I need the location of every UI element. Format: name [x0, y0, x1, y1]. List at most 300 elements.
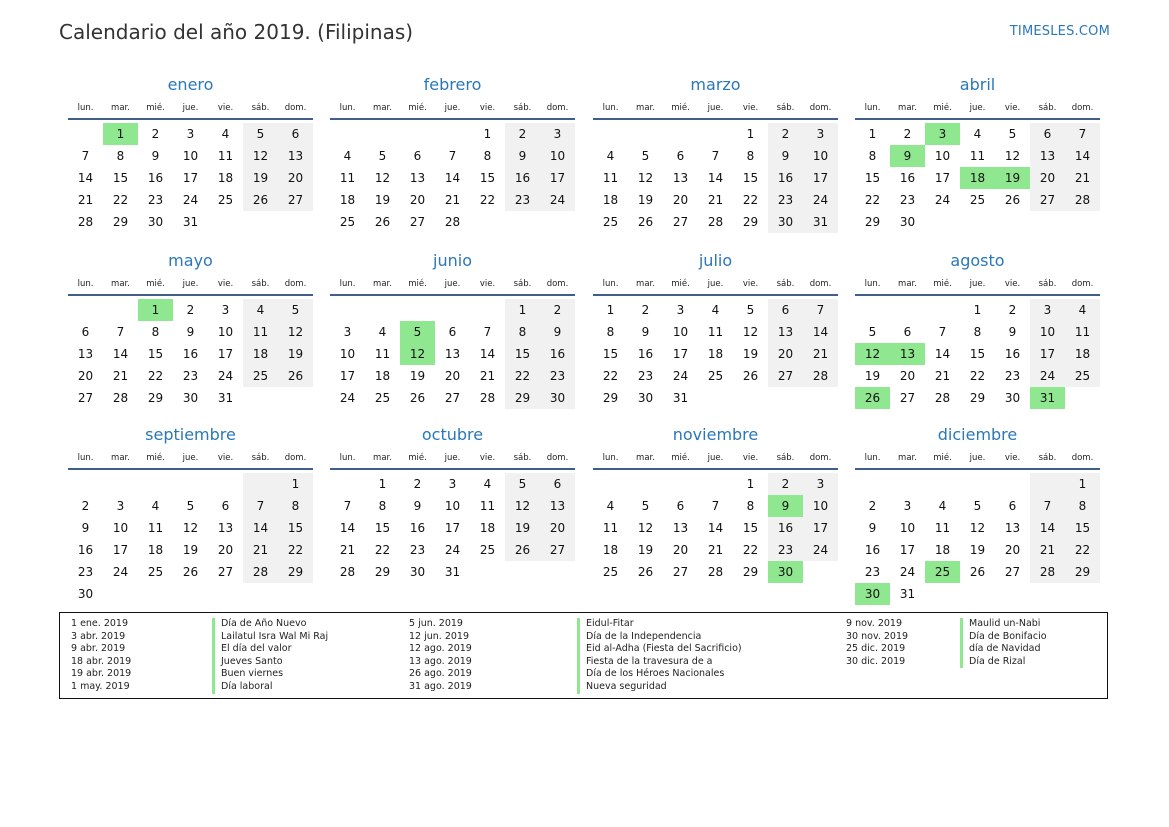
day-cell: 3 — [186, 127, 195, 141]
day-cell: 29 — [147, 391, 164, 405]
day-cell: 9 — [890, 145, 925, 167]
day-cell: 7 — [1065, 123, 1100, 145]
weekday-label: dom. — [809, 279, 832, 289]
day-cell: 4 — [1065, 299, 1100, 321]
day-cell: 23 — [768, 539, 803, 561]
day-cell: 21 — [707, 543, 724, 557]
day-cell: 31 — [1030, 387, 1065, 409]
day-cell: 21 — [112, 369, 129, 383]
day-cell: 20 — [768, 343, 803, 365]
empty-cell — [593, 473, 628, 495]
weekday-label: dom. — [546, 453, 569, 463]
weekday-label: vie. — [479, 453, 496, 463]
day-grid — [68, 473, 313, 605]
day-cell: 20 — [278, 167, 313, 189]
day-cell: 17 — [444, 521, 461, 535]
weekday-label: dom. — [1071, 279, 1094, 289]
day-cell: 22 — [112, 193, 129, 207]
weekday-label: dom. — [1071, 103, 1094, 113]
empty-cell — [628, 123, 663, 145]
day-cell: 15 — [147, 347, 164, 361]
day-cell: 28 — [112, 391, 129, 405]
weekday-label: mar. — [373, 453, 392, 463]
weekday-label: lun. — [77, 279, 94, 289]
legend-entry: Eidul-Fitar — [577, 618, 742, 631]
day-cell: 27 — [409, 215, 426, 229]
empty-cell — [925, 299, 960, 321]
empty-cell — [365, 123, 400, 145]
month-mayo — [68, 250, 313, 409]
legend-entry: 5 jun. 2019 — [409, 618, 463, 629]
day-cell: 20 — [444, 369, 461, 383]
month-octubre — [330, 424, 575, 583]
day-cell: 7 — [483, 325, 492, 339]
legend-entry: Día de los Héroes Nacionales — [577, 668, 742, 681]
day-cell: 3 — [1030, 299, 1065, 321]
day-cell: 2 — [1008, 303, 1017, 317]
month-junio — [330, 250, 575, 409]
day-cell: 24 — [934, 193, 951, 207]
day-cell: 4 — [343, 149, 352, 163]
weekday-label: mar. — [636, 453, 655, 463]
weekday-label: dom. — [284, 103, 307, 113]
day-cell: 19 — [637, 543, 654, 557]
empty-cell — [698, 473, 733, 495]
weekday-label: sáb. — [251, 279, 270, 289]
legend-entry: 18 abr. 2019 — [71, 655, 132, 667]
day-cell: 11 — [602, 521, 619, 535]
weekday-label: mar. — [111, 279, 130, 289]
day-cell: 30 — [77, 587, 94, 601]
legend-entry: 12 jun. 2019 — [409, 630, 470, 642]
day-cell: 10 — [1030, 321, 1065, 343]
day-cell: 7 — [711, 499, 720, 513]
empty-cell — [855, 299, 890, 321]
weekday-label: mié. — [408, 453, 427, 463]
weekday-label: sáb. — [776, 453, 795, 463]
day-cell: 9 — [868, 521, 877, 535]
day-cell: 9 — [641, 325, 650, 339]
empty-cell — [173, 583, 208, 605]
empty-cell — [1065, 211, 1100, 233]
weekday-header — [593, 448, 838, 468]
day-cell: 18 — [479, 521, 496, 535]
day-cell: 24 — [182, 193, 199, 207]
day-cell: 18 — [147, 543, 164, 557]
empty-cell — [103, 583, 138, 605]
empty-cell — [698, 123, 733, 145]
day-cell: 1 — [505, 299, 540, 321]
day-cell: 12 — [637, 521, 654, 535]
day-cell: 27 — [672, 565, 689, 579]
day-cell: 24 — [217, 369, 234, 383]
day-cell: 17 — [217, 347, 234, 361]
day-cell: 13 — [77, 347, 94, 361]
weekday-label: sáb. — [513, 453, 532, 463]
day-cell: 22 — [374, 543, 391, 557]
day-cell: 24 — [1030, 365, 1065, 387]
day-cell: 30 — [899, 215, 916, 229]
day-cell: 9 — [81, 521, 90, 535]
day-cell: 15 — [969, 347, 986, 361]
weekday-label: vie. — [742, 279, 759, 289]
weekday-label: lun. — [602, 453, 619, 463]
weekday-label: lun. — [602, 279, 619, 289]
day-cell: 29 — [864, 215, 881, 229]
day-cell: 30 — [409, 565, 426, 579]
day-cell: 22 — [969, 369, 986, 383]
weekday-label: sáb. — [1038, 453, 1057, 463]
day-cell: 28 — [934, 391, 951, 405]
day-cell: 7 — [243, 495, 278, 517]
day-cell: 2 — [641, 303, 650, 317]
day-cell: 18 — [217, 171, 234, 185]
weekday-header — [68, 448, 313, 468]
day-cell: 25 — [217, 193, 234, 207]
day-cell: 5 — [641, 499, 650, 513]
month-name: septiembre — [145, 425, 236, 444]
empty-cell — [68, 299, 103, 321]
month-name: julio — [698, 251, 733, 270]
day-cell: 14 — [112, 347, 129, 361]
weekday-header — [593, 274, 838, 294]
legend-entry: 1 may. 2019 — [71, 680, 130, 692]
day-cell: 5 — [186, 499, 195, 513]
weekday-label: jue. — [707, 453, 724, 463]
weekday-label: dom. — [546, 279, 569, 289]
day-cell: 23 — [409, 543, 426, 557]
day-cell: 13 — [217, 521, 234, 535]
day-cell: 27 — [278, 189, 313, 211]
day-cell: 30 — [1004, 391, 1021, 405]
day-cell: 23 — [505, 189, 540, 211]
day-cell: 26 — [278, 365, 313, 387]
day-cell: 12 — [374, 171, 391, 185]
empty-cell — [960, 211, 995, 233]
empty-cell — [330, 473, 365, 495]
day-cell: 7 — [343, 499, 352, 513]
day-cell: 31 — [672, 391, 689, 405]
day-cell: 11 — [243, 321, 278, 343]
day-cell: 24 — [803, 189, 838, 211]
day-cell: 8 — [151, 325, 160, 339]
day-cell: 10 — [803, 495, 838, 517]
weekday-label: jue. — [182, 453, 199, 463]
weekday-label: sáb. — [776, 279, 795, 289]
day-cell: 21 — [707, 193, 724, 207]
day-cell: 8 — [278, 495, 313, 517]
day-cell: 29 — [742, 215, 759, 229]
weekday-header — [855, 98, 1100, 118]
day-cell: 24 — [803, 539, 838, 561]
weekday-label: sáb. — [1038, 279, 1057, 289]
weekday-label: mié. — [146, 103, 165, 113]
day-cell: 20 — [899, 369, 916, 383]
day-cell: 10 — [182, 149, 199, 163]
weekday-label: mié. — [933, 279, 952, 289]
day-cell: 11 — [1065, 321, 1100, 343]
day-cell: 5 — [378, 149, 387, 163]
day-cell: 6 — [1030, 123, 1065, 145]
header-divider — [68, 118, 313, 120]
day-cell: 1 — [606, 303, 615, 317]
day-cell: 26 — [243, 189, 278, 211]
weekday-label: vie. — [1004, 103, 1021, 113]
day-cell: 27 — [899, 391, 916, 405]
weekday-label: lun. — [339, 103, 356, 113]
day-cell: 12 — [1004, 149, 1021, 163]
day-grid — [68, 299, 313, 409]
month-abril — [855, 74, 1100, 233]
weekday-header — [593, 98, 838, 118]
day-cell: 18 — [339, 193, 356, 207]
day-cell: 25 — [707, 369, 724, 383]
day-cell: 10 — [217, 325, 234, 339]
day-cell: 15 — [602, 347, 619, 361]
legend-entry: 9 abr. 2019 — [71, 643, 126, 655]
empty-cell — [103, 473, 138, 495]
weekday-label: jue. — [969, 453, 986, 463]
day-cell: 11 — [707, 325, 724, 339]
day-cell: 12 — [400, 343, 435, 365]
day-cell: 22 — [479, 193, 496, 207]
empty-cell — [138, 583, 173, 605]
brand-link[interactable]: TIMESLES.COM — [1009, 24, 1110, 39]
weekday-label: mar. — [636, 279, 655, 289]
day-cell: 9 — [768, 495, 803, 517]
legend-entry: 25 dic. 2019 — [846, 643, 906, 655]
weekday-label: lun. — [864, 279, 881, 289]
empty-cell — [1065, 387, 1100, 409]
day-cell: 8 — [483, 149, 492, 163]
day-cell: 3 — [343, 325, 352, 339]
day-cell: 13 — [1030, 145, 1065, 167]
empty-cell — [278, 211, 313, 233]
day-cell: 11 — [969, 149, 986, 163]
day-cell: 7 — [711, 149, 720, 163]
page-title: Calendario del año 2019. (Filipinas) — [59, 20, 414, 44]
day-cell: 11 — [479, 499, 496, 513]
weekday-label: mié. — [146, 453, 165, 463]
empty-cell — [628, 473, 663, 495]
day-cell: 17 — [803, 167, 838, 189]
day-cell: 16 — [409, 521, 426, 535]
day-cell: 13 — [1004, 521, 1021, 535]
day-cell: 5 — [746, 303, 755, 317]
day-cell: 30 — [637, 391, 654, 405]
legend-entry: día de Navidad — [960, 643, 1047, 656]
day-cell: 6 — [1008, 499, 1017, 513]
day-cell: 14 — [444, 171, 461, 185]
empty-cell — [995, 211, 1030, 233]
day-cell: 17 — [899, 543, 916, 557]
day-cell: 15 — [742, 171, 759, 185]
legend-names-col-2 — [577, 618, 742, 694]
empty-cell — [400, 123, 435, 145]
day-cell: 6 — [676, 499, 685, 513]
empty-cell — [400, 299, 435, 321]
day-cell: 4 — [711, 303, 720, 317]
day-cell: 18 — [934, 543, 951, 557]
day-cell: 4 — [973, 127, 982, 141]
day-cell: 9 — [540, 321, 575, 343]
day-cell: 31 — [182, 215, 199, 229]
legend-dates-col-1 — [71, 618, 131, 694]
day-cell: 15 — [505, 343, 540, 365]
day-cell: 2 — [505, 123, 540, 145]
day-cell: 25 — [969, 193, 986, 207]
day-cell: 19 — [243, 167, 278, 189]
month-diciembre — [855, 424, 1100, 605]
month-septiembre — [68, 424, 313, 605]
day-cell: 1 — [868, 127, 877, 141]
day-cell: 23 — [77, 565, 94, 579]
day-cell: 2 — [81, 499, 90, 513]
legend-entry: Fiesta de la travesura de a — [577, 656, 742, 669]
weekday-label: mié. — [408, 279, 427, 289]
day-cell: 1 — [278, 473, 313, 495]
day-cell: 16 — [505, 167, 540, 189]
day-cell: 5 — [400, 321, 435, 343]
day-cell: 27 — [672, 215, 689, 229]
day-cell: 17 — [339, 369, 356, 383]
day-cell: 25 — [925, 561, 960, 583]
empty-cell — [208, 211, 243, 233]
day-cell: 14 — [1030, 517, 1065, 539]
weekday-label: mar. — [898, 103, 917, 113]
day-cell: 12 — [278, 321, 313, 343]
legend-entry: 30 dic. 2019 — [846, 655, 906, 667]
empty-cell — [540, 211, 575, 233]
day-cell: 5 — [243, 123, 278, 145]
weekday-label: lun. — [864, 453, 881, 463]
legend-entry: Día de Rizal — [960, 656, 1047, 669]
legend-entry: El día del valor — [212, 643, 328, 656]
day-cell: 1 — [746, 127, 755, 141]
day-cell: 10 — [444, 499, 461, 513]
weekday-label: vie. — [217, 103, 234, 113]
day-cell: 12 — [742, 325, 759, 339]
weekday-label: jue. — [707, 279, 724, 289]
day-cell: 19 — [374, 193, 391, 207]
day-cell: 29 — [742, 565, 759, 579]
legend-entry: Jueves Santo — [212, 656, 328, 669]
header-divider — [855, 468, 1100, 470]
legend-names-col-3 — [960, 618, 1047, 668]
header-divider — [593, 294, 838, 296]
header-divider — [68, 294, 313, 296]
day-cell: 8 — [746, 499, 755, 513]
day-cell: 31 — [899, 587, 916, 601]
weekday-label: sáb. — [251, 103, 270, 113]
day-cell: 31 — [444, 565, 461, 579]
weekday-label: vie. — [217, 279, 234, 289]
empty-cell — [1030, 473, 1065, 495]
weekday-label: vie. — [742, 453, 759, 463]
weekday-label: mié. — [671, 279, 690, 289]
day-cell: 8 — [973, 325, 982, 339]
weekday-label: dom. — [284, 279, 307, 289]
day-cell: 4 — [243, 299, 278, 321]
day-cell: 3 — [116, 499, 125, 513]
day-cell: 16 — [540, 343, 575, 365]
day-cell: 15 — [1065, 517, 1100, 539]
day-cell: 20 — [672, 193, 689, 207]
day-cell: 8 — [378, 499, 387, 513]
empty-cell — [995, 583, 1030, 605]
day-cell: 10 — [899, 521, 916, 535]
month-name: diciembre — [937, 425, 1018, 444]
day-cell: 4 — [606, 149, 615, 163]
day-cell: 11 — [602, 171, 619, 185]
empty-cell — [103, 299, 138, 321]
legend-entry: Día laboral — [212, 681, 328, 694]
legend-names-col-1 — [212, 618, 328, 694]
day-cell: 21 — [1065, 167, 1100, 189]
day-cell: 8 — [505, 321, 540, 343]
day-cell: 13 — [672, 521, 689, 535]
month-name: abril — [959, 75, 996, 94]
empty-cell — [855, 473, 890, 495]
day-cell: 8 — [746, 149, 755, 163]
empty-cell — [138, 473, 173, 495]
day-cell: 28 — [243, 561, 278, 583]
weekday-label: jue. — [969, 279, 986, 289]
weekday-label: sáb. — [251, 453, 270, 463]
day-cell: 9 — [151, 149, 160, 163]
day-cell: 5 — [505, 473, 540, 495]
day-cell: 28 — [1065, 189, 1100, 211]
empty-cell — [243, 211, 278, 233]
weekday-label: mar. — [898, 279, 917, 289]
legend-dates-col-2 — [409, 618, 472, 694]
day-cell: 3 — [448, 477, 457, 491]
day-cell: 30 — [540, 387, 575, 409]
day-cell: 13 — [672, 171, 689, 185]
day-cell: 17 — [1030, 343, 1065, 365]
day-cell: 21 — [803, 343, 838, 365]
empty-cell — [995, 473, 1030, 495]
day-cell: 29 — [602, 391, 619, 405]
weekday-label: sáb. — [513, 103, 532, 113]
empty-cell — [768, 387, 803, 409]
day-cell: 2 — [868, 499, 877, 513]
day-grid — [855, 473, 1100, 605]
day-cell: 11 — [374, 347, 391, 361]
day-cell: 22 — [742, 193, 759, 207]
day-cell: 14 — [77, 171, 94, 185]
month-name: enero — [167, 75, 214, 94]
day-cell: 25 — [602, 215, 619, 229]
legend-dates-col-3 — [846, 618, 908, 668]
weekday-label: lun. — [77, 103, 94, 113]
weekday-label: mar. — [898, 453, 917, 463]
day-cell: 19 — [742, 347, 759, 361]
month-marzo — [593, 74, 838, 233]
day-cell: 8 — [1065, 495, 1100, 517]
empty-cell — [243, 387, 278, 409]
day-cell: 3 — [803, 473, 838, 495]
legend-entry: 9 nov. 2019 — [846, 618, 902, 629]
weekday-label: mié. — [933, 103, 952, 113]
legend-entry: Lailatul Isra Wal Mi Raj — [212, 631, 328, 644]
day-cell: 27 — [1004, 565, 1021, 579]
weekday-label: lun. — [77, 453, 94, 463]
day-cell: 24 — [112, 565, 129, 579]
day-cell: 18 — [1065, 343, 1100, 365]
weekday-label: vie. — [217, 453, 234, 463]
day-cell: 21 — [77, 193, 94, 207]
